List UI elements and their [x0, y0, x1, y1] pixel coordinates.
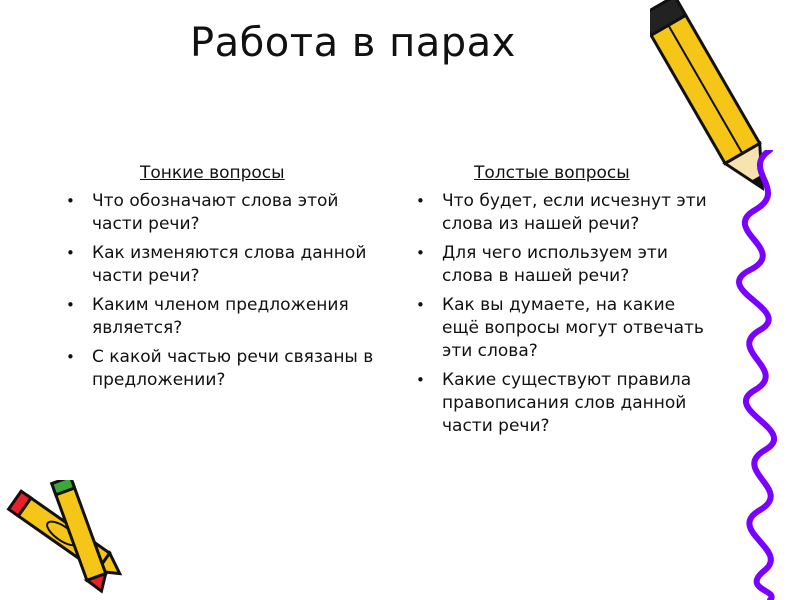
- thin-questions-heading: Тонкие вопросы: [140, 163, 285, 183]
- purple-squiggle-decoration: [730, 150, 800, 600]
- thin-questions-column: [62, 162, 382, 398]
- thick-questions-heading: Толстые вопросы: [474, 163, 630, 183]
- slide-title: Работа в парах: [190, 20, 516, 66]
- list-item: • Как изменяются слова данной части речи?: [62, 242, 382, 288]
- list-item: • С какой частью речи связаны в предложении?: [62, 346, 382, 392]
- crayons-icon: [0, 480, 140, 600]
- thick-questions-list: [412, 190, 712, 438]
- list-item: • Для чего используем эти слова в нашей речи?: [412, 242, 712, 288]
- thin-questions-list: [62, 190, 382, 392]
- list-item: • Какие существуют правила правописания слов данной части речи?: [412, 369, 712, 438]
- list-item: • Каким членом предложения является?: [62, 294, 382, 340]
- list-item: • Что обозначают слова этой части речи?: [62, 190, 382, 236]
- list-item: • Что будет, если исчезнут эти слова из нашей речи?: [412, 190, 712, 236]
- list-item: • Как вы думаете, на какие ещё вопросы могут отвечать эти слова?: [412, 294, 712, 363]
